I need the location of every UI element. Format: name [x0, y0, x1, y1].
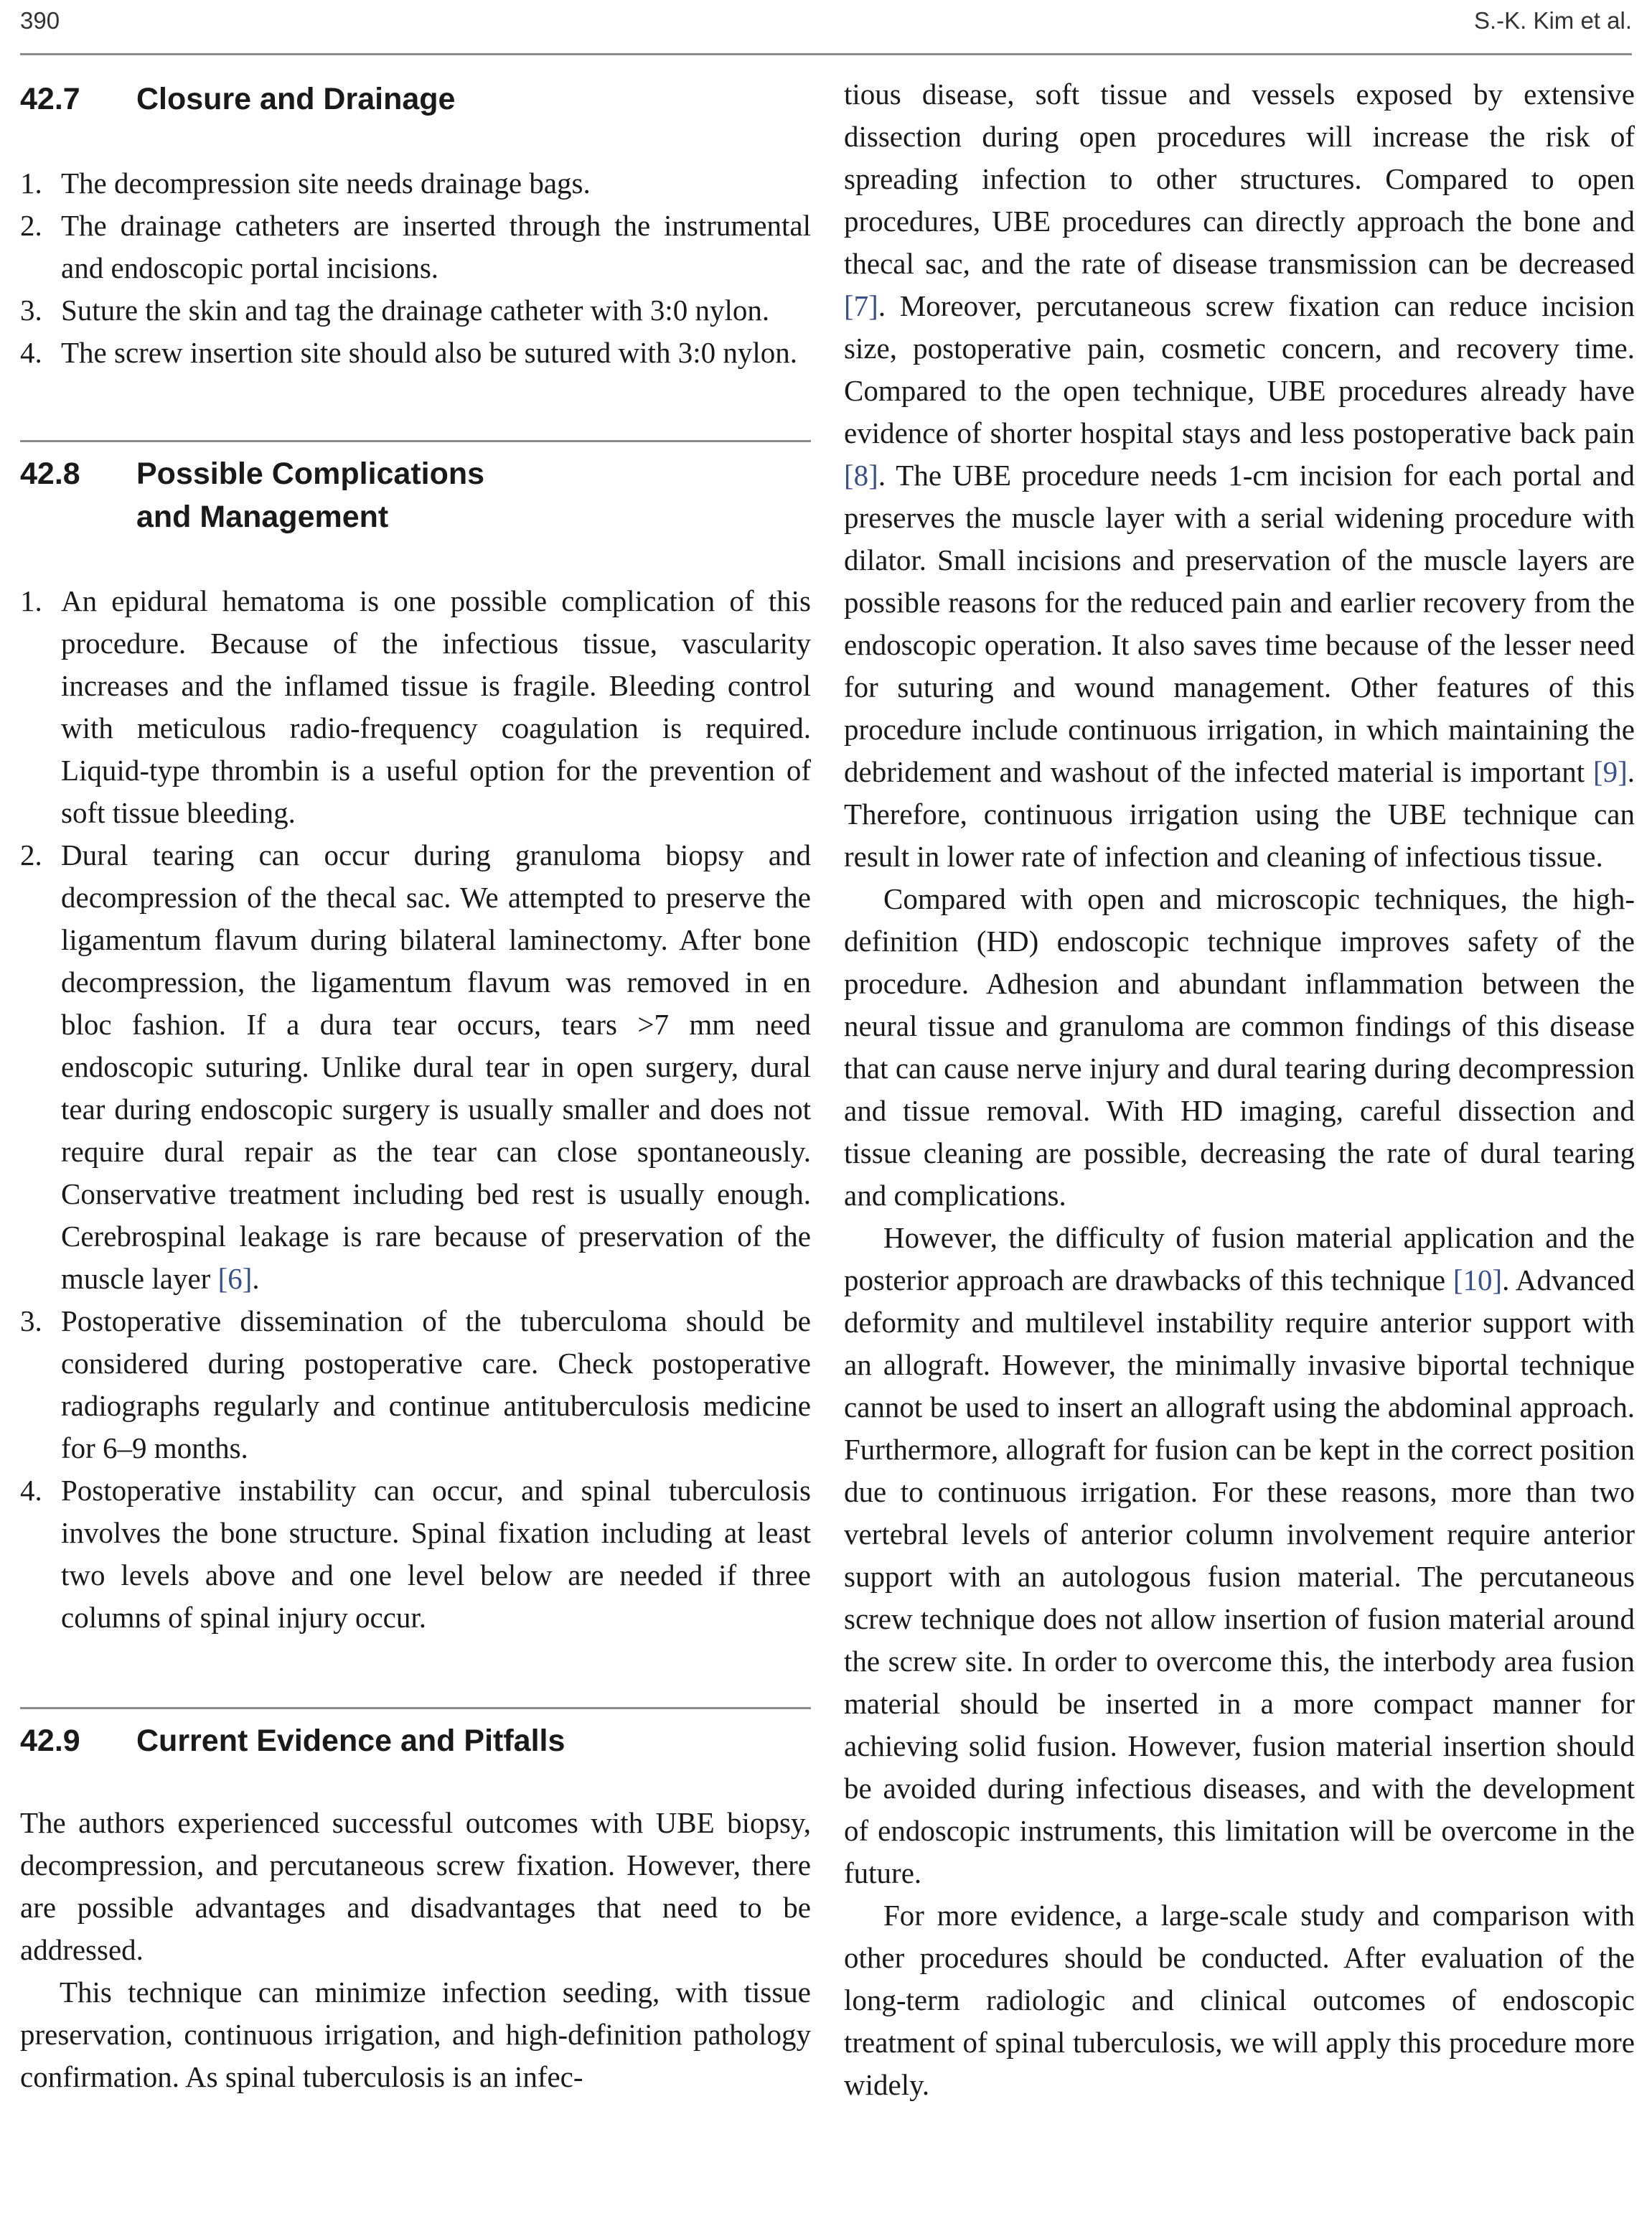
section-number: 42.8: [20, 457, 80, 491]
section-heading-42-9: [20, 1719, 811, 1762]
section-number: 42.7: [20, 82, 80, 116]
section-number: 42.9: [20, 1724, 80, 1758]
list-item: 1. The decompression site needs drainage bags.: [20, 167, 591, 200]
section-title: Possible Complications and Management: [136, 457, 485, 534]
citation-link[interactable]: [9]: [1592, 755, 1628, 788]
section-title: Current Evidence and Pitfalls: [136, 1724, 565, 1758]
page-number: 390: [20, 7, 60, 34]
paragraph: This technique can minimize infection seeding, with tissue preservation, continuous irrigation, and high-definition pathology confirmation. As spinal tuberculosis is an infec-: [20, 1976, 811, 2093]
paragraph: tious disease, soft tissue and vessels exposed by extensive dissection during open procedures will increase the risk of spreading infection to other structures. Compared to open procedures, UBE procedures can directly approach the bone and thecal sac, and the rate of disease transmission can be decreased [7]. Moreover, percutaneous screw fixation can reduce incision size, postoperative pain, cosmetic concern, and recovery time. Compared to the open technique, UBE procedures already have evidence of shorter hospital stays and less postoperative back pain [8]. The UBE procedure needs 1-cm incision for each portal and preserves the muscle layer with a serial widening procedure with dilator. Small incisions and preservation of the muscle layers are possible reasons for the reduced pain and earlier recovery from the endoscopic operation. It also saves time because of the lesser need for suturing and wound management. Other features of this procedure include continuous irrigation, in which maintaining the debridement and washout of the infected material is important [9]. Therefore, continuous irrigation using the UBE technique can result in lower rate of infection and cleaning of infectious tissue.: [844, 78, 1635, 873]
list-item: 2. Dural tearing can occur during granuloma biopsy and decompression of the thecal sac. We attempted to preserve the ligamentum flavum during bilateral laminectomy. After bone decompression, the ligamentum flavum was removed in en bloc fashion. If a dura tear occurs, tears >7 mm need endoscopic suturing. Unlike dural tear in open surgery, dural tear during endoscopic surgery is usually smaller and does not require dural repair as the tear can close spontaneously. Conservative treatment including bed rest is usually enough. Cerebrospinal leakage is rare because of preservation of the muscle layer [6].: [20, 838, 811, 1295]
complications-list: [20, 580, 811, 1639]
list-item: 1. An epidural hematoma is one possible complication of this procedure. Because of the infectious tissue, vascularity increases and the inflamed tissue is fragile. Bleeding control with meticulous radio-frequency coagulation is required. Liquid-type thrombin is a useful option for the prevention of soft tissue bleeding.: [20, 584, 811, 829]
header-rule: [20, 53, 1632, 55]
section-rule: [20, 440, 811, 442]
section-rule: [20, 1707, 811, 1709]
section-title: Closure and Drainage: [136, 82, 456, 116]
left-column: [20, 73, 811, 2098]
section-heading-42-7: [20, 78, 811, 121]
list-item: 4. The screw insertion site should also be sutured with 3:0 nylon.: [20, 336, 797, 369]
citation-link[interactable]: [8]: [844, 459, 878, 492]
paragraph: However, the difficulty of fusion material application and the posterior approach are drawbacks of this technique [10]. Advanced deformity and multilevel instability require anterior support with an allograft. However, the minimally invasive biportal technique cannot be used to insert an allograft using the abdominal approach. Furthermore, allograft for fusion can be kept in the correct position due to continuous irrigation. For these reasons, more than two vertebral levels of anterior column involvement require anterior support with an autologous fusion material. The percutaneous screw technique does not allow insertion of fusion material around the screw site. In order to overcome this, the interbody area fusion material should be inserted in a more compact manner for achieving solid fusion. However, fusion material insertion should be avoided during infectious diseases, and with the development of endoscopic instruments, this limitation will be overcome in the future.: [844, 1221, 1635, 1889]
list-item: 3. Postoperative dissemination of the tuberculoma should be considered during postoperative care. Check postoperative radiographs regularly and continue antituberculosis medicine for 6–9 months.: [20, 1304, 811, 1464]
section-heading-42-8: [20, 452, 811, 538]
right-column: [844, 73, 1635, 2106]
list-item: 4. Postoperative instability can occur, and spinal tuberculosis involves the bone structure. Spinal fixation including at least two levels above and one level below are needed if three columns of spinal injury occur.: [20, 1474, 811, 1634]
running-head-authors: S.-K. Kim et al.: [1473, 7, 1632, 34]
running-head: [20, 7, 1632, 43]
paragraph: Compared with open and microscopic techniques, the high-definition (HD) endoscopic technique improves safety of the procedure. Adhesion and abundant inflammation between the neural tissue and granuloma are common findings of this disease that can cause nerve injury and dural tearing during decompression and tissue removal. With HD imaging, careful dissection and tissue cleaning are possible, decreasing the rate of dural tearing and complications.: [844, 882, 1635, 1212]
citation-link[interactable]: [10]: [1452, 1263, 1503, 1296]
closure-steps-list: [20, 162, 811, 374]
list-item: 2. The drainage catheters are inserted through the instrumental and endoscopic portal incisions.: [20, 209, 811, 284]
paragraph: The authors experienced successful outcomes with UBE biopsy, decompression, and percutaneous screw fixation. However, there are possible advantages and disadvantages that need to be addressed.: [20, 1806, 811, 1966]
list-item: 3. Suture the skin and tag the drainage catheter with 3:0 nylon.: [20, 294, 770, 327]
paragraph: For more evidence, a large-scale study and comparison with other procedures should be conducted. After evaluation of the long-term radiologic and clinical outcomes of endoscopic treatment of spinal tuberculosis, we will apply this procedure more widely.: [844, 1899, 1635, 2101]
citation-link[interactable]: [7]: [844, 289, 878, 322]
citation-link[interactable]: [6]: [217, 1262, 253, 1295]
